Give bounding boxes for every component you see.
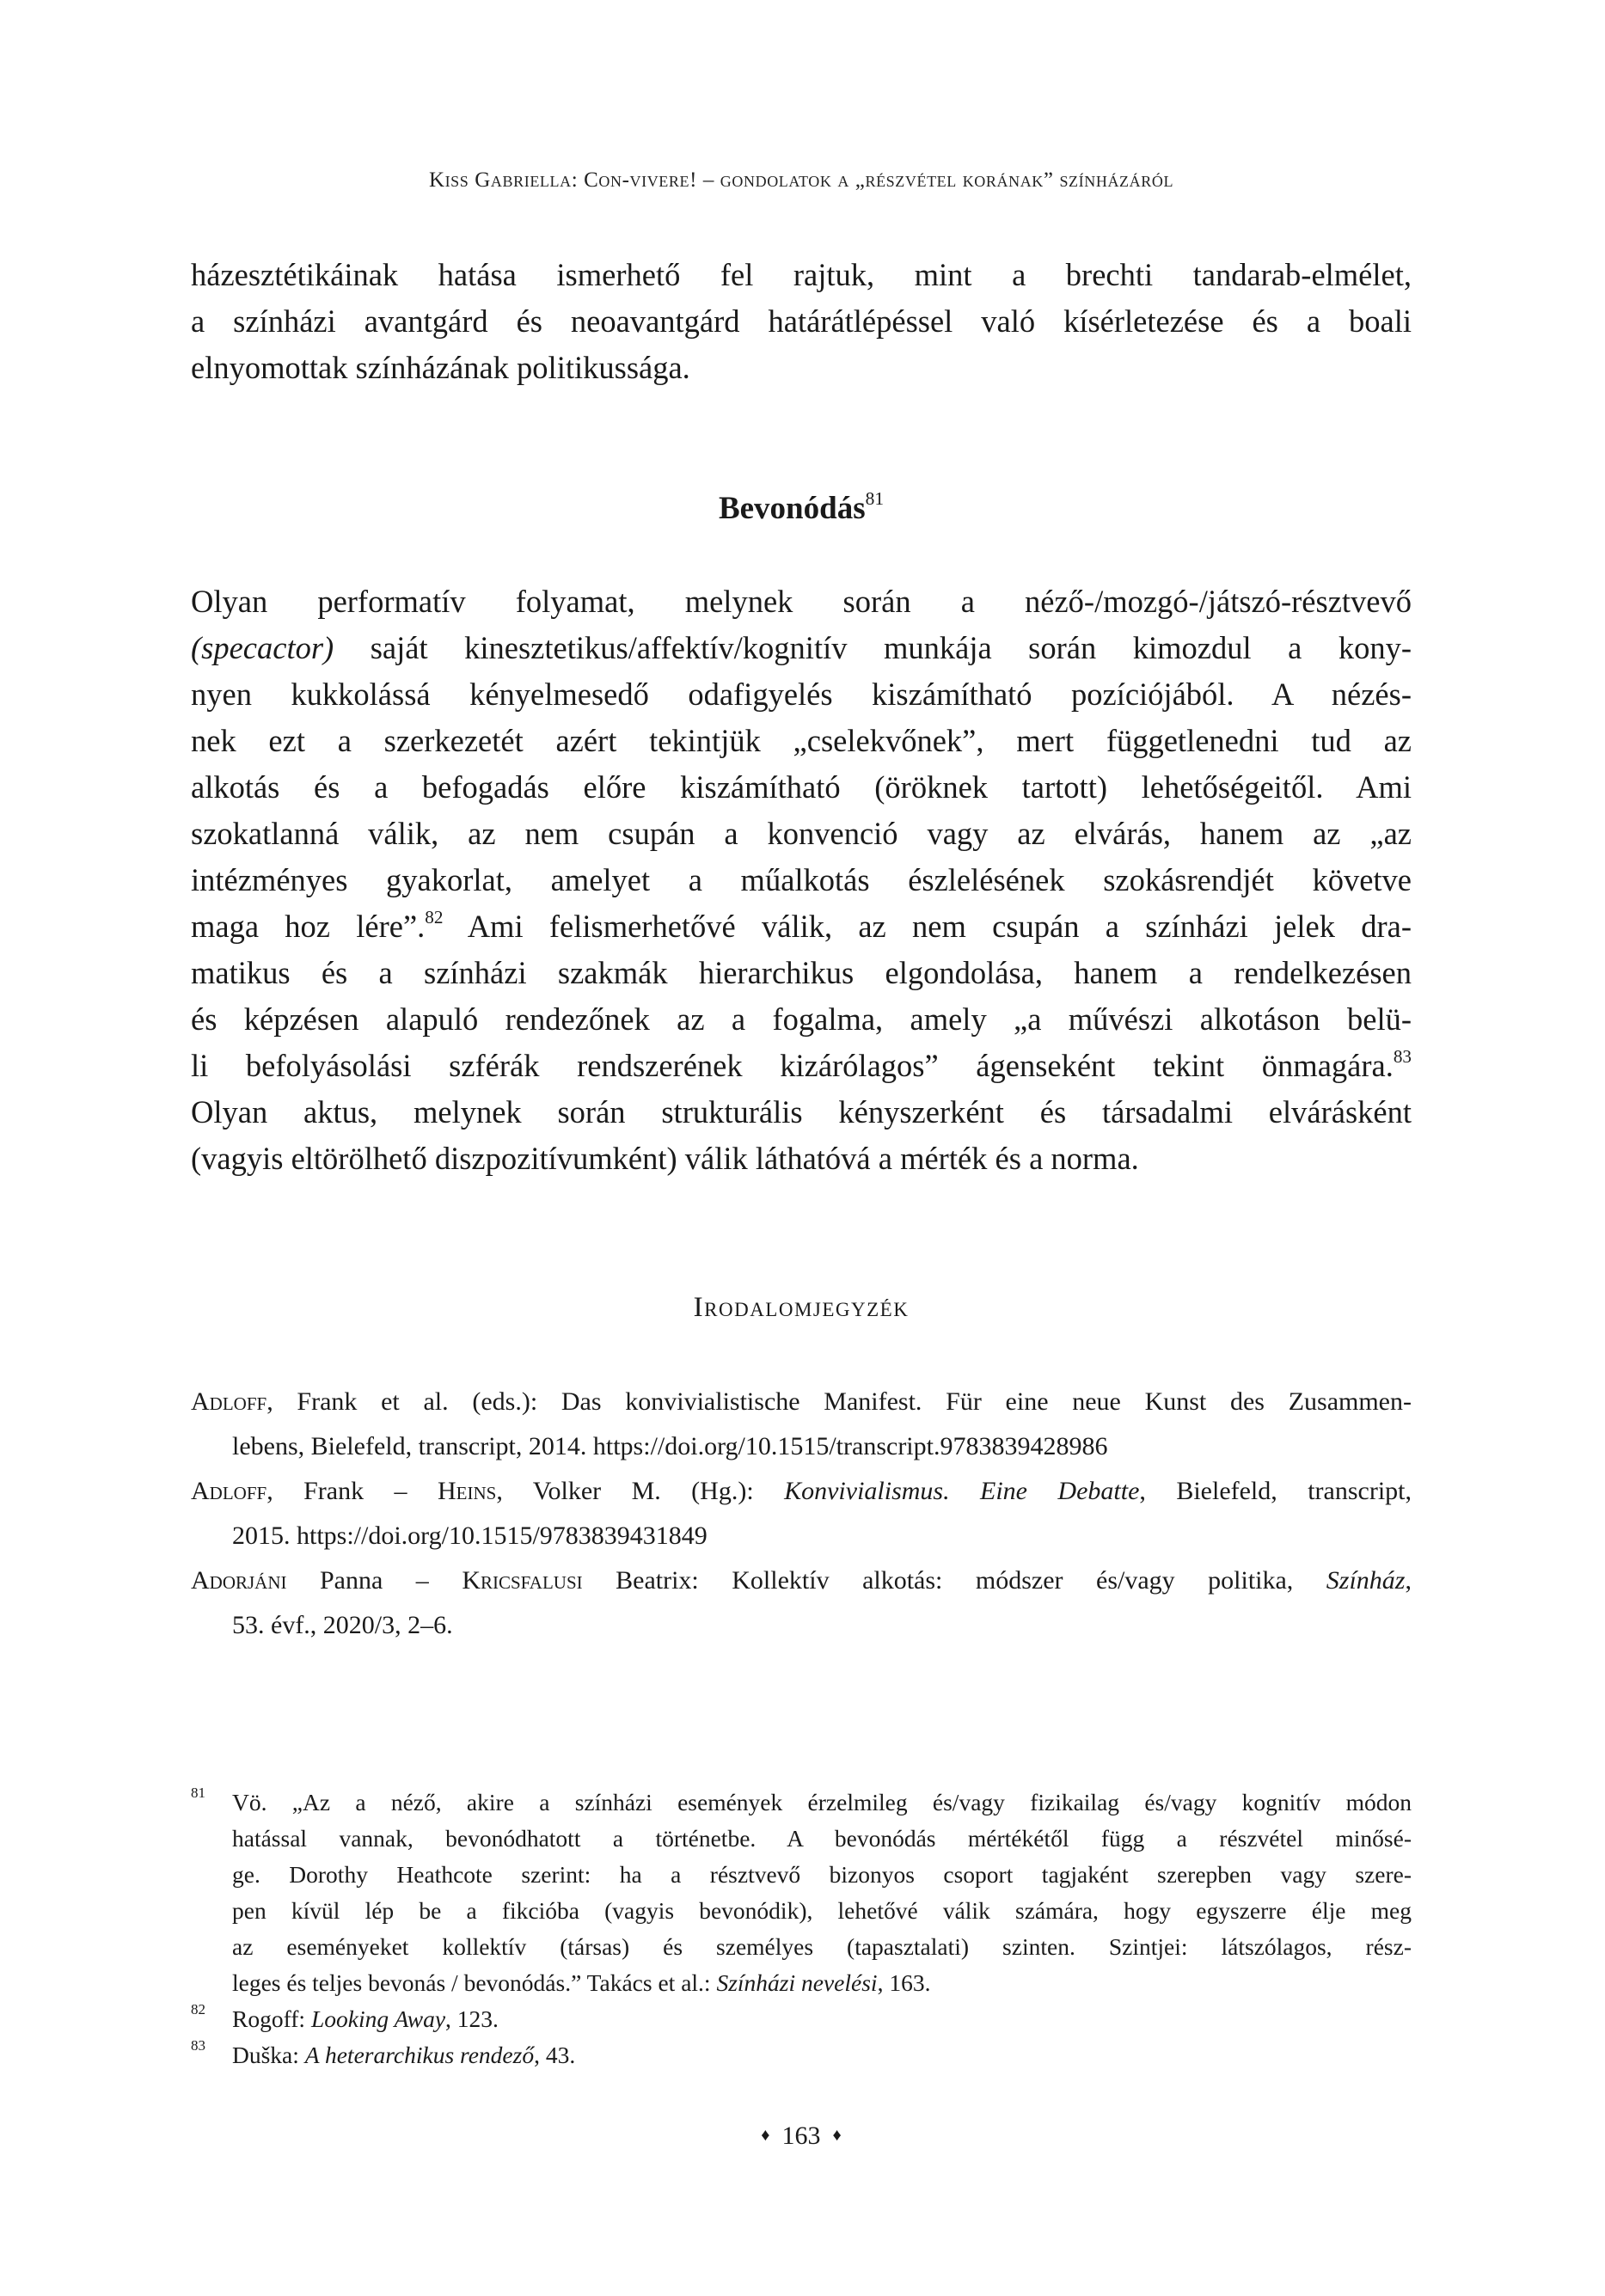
- body-line: matikus és a színházi szakmák hierarchikus elgondolása, hanem a rendelkezésen: [191, 955, 1412, 990]
- section-heading: [191, 487, 1412, 527]
- body-line: házesztétikáinak hatása ismerhető fel rajtuk, mint a brechti tandarab-elmélet,: [191, 257, 1412, 292]
- body-line: a színházi avantgárd és neoavantgárd határátlépéssel való kísérletezése és a boali: [191, 303, 1412, 339]
- body-text: maga hoz lére”.: [191, 909, 426, 944]
- author-name: Adorjáni: [191, 1566, 287, 1595]
- author-name: Kricsfalusi: [462, 1566, 583, 1595]
- body-line: [191, 1047, 1412, 1085]
- footnote-line: [232, 2005, 1412, 2034]
- body-line: és képzésen alapuló rendezőnek az a fogalma, amely „a művészi alkotáson belü-: [191, 1001, 1412, 1037]
- footnote-line: [232, 2041, 1412, 2070]
- footnote-line: pen kívül lép be a fikcióba (vagyis bevonódik), lehetővé válik számára, hogy egyszerre élje meg: [232, 1897, 1412, 1924]
- journal-title: Színház: [1326, 1566, 1406, 1595]
- body-line: Olyan aktus, melynek során strukturális kényszerként és társadalmi elvárásként: [191, 1094, 1412, 1130]
- body-line: (vagyis eltörölhető diszpozitívumként) válik láthatóvá a mérték és a norma.: [191, 1141, 1139, 1176]
- entry-text: , Volker M. (Hg.):: [496, 1477, 785, 1505]
- body-text: li befolyásolási szférák rendszerének kizárólagos” ágenseként tekint önmagára.: [191, 1048, 1394, 1083]
- footnote-text: , 123.: [445, 2005, 499, 2032]
- entry-text: ,: [1405, 1566, 1412, 1595]
- bibliography-entry: [191, 1475, 1412, 1508]
- author-name: Adloff: [191, 1477, 267, 1505]
- footnote-line: Vö. „Az a néző, akire a színházi események érzelmileg és/vagy fizikailag és/vagy kognitív módon: [232, 1789, 1412, 1815]
- body-line: intézményes gyakorlat, amelyet a műalkotás észlelésének szokásrendjét követve: [191, 862, 1412, 897]
- bibliography-entry: [191, 1386, 1412, 1418]
- body-line: alkotás és a befogadás előre kiszámítható (öröknek tartott) lehetőségeitől. Ami: [191, 769, 1412, 805]
- footnote-ref: 83: [1393, 1046, 1412, 1068]
- bibliography-entry: [191, 1564, 1412, 1597]
- footnote-number: 83: [191, 2037, 205, 2054]
- footnote-ref: 81: [865, 487, 885, 509]
- bibliography-title: Irodalomjegyzék: [693, 1292, 910, 1323]
- entry-text: , Frank –: [266, 1477, 438, 1505]
- author-name: Adloff: [191, 1387, 267, 1416]
- cited-title: A heterarchikus rendező: [304, 2042, 535, 2068]
- author-name: Heins: [437, 1477, 497, 1505]
- entry-text: Panna –: [286, 1566, 463, 1595]
- italic-term: (specactor): [191, 630, 334, 665]
- footnote-line: ge. Dorothy Heathcote szerint: ha a résztvevő bizonyos csoport tagjaként szerepben vagy szere-: [232, 1861, 1412, 1888]
- footnote-text: Duška:: [232, 2042, 305, 2068]
- body-text: Ami felismerhetővé válik, az nem csupán a színházi jelek dra-: [443, 909, 1412, 944]
- body-line: elnyomottak színházának politikussága.: [191, 350, 690, 385]
- section-title: Bevonódás: [718, 491, 866, 526]
- footnote-text: , 43.: [534, 2042, 576, 2068]
- entry-text: Beatrix: Kollektív alkotás: módszer és/vagy politika,: [582, 1566, 1326, 1595]
- body-line: [191, 908, 1412, 946]
- body-text: saját kinesztetikus/affektív/kognitív munkája során kimozdul a kony-: [334, 630, 1412, 665]
- bibliography-entry-continued: 2015. https://doi.org/10.1515/9783839431849: [232, 1521, 708, 1550]
- running-head: Kiss Gabriella: Con-vivere! – gondolatok a „részvétel korának” színházáról: [428, 168, 1174, 192]
- footnote-line: az eseményeket kollektív (társas) és személyes (tapasztalati) szinten. Szintjei: látszólagos, rész-: [232, 1933, 1412, 1960]
- cited-title: Looking Away: [310, 2005, 446, 2032]
- diamond-ornament-icon: ♦: [832, 2126, 842, 2145]
- entry-text: , Bielefeld, transcript,: [1139, 1477, 1412, 1505]
- diamond-ornament-icon: ♦: [761, 2126, 770, 2145]
- cited-title: Színházi nevelési: [716, 1969, 878, 1996]
- body-line: nek ezt a szerkezetét azért tekintjük „cselekvőnek”, mert függetlenedni tud az: [191, 723, 1412, 758]
- body-line: nyen kukkolássá kényelmesedő odafigyelés kiszámítható pozíciójából. A nézés-: [191, 677, 1412, 712]
- entry-text: , Frank et al. (eds.): Das konvivialistische Manifest. Für eine neue Kunst des Zusammen-: [266, 1387, 1412, 1416]
- footnote-line: [232, 1968, 1412, 1998]
- book-title: Konvivialismus. Eine Debatte: [784, 1477, 1140, 1505]
- footnote-number: 82: [191, 2001, 205, 2017]
- bibliography-entry-continued: lebens, Bielefeld, transcript, 2014. https://doi.org/10.1515/transcript.9783839428986: [232, 1432, 1108, 1460]
- body-line: szokatlanná válik, az nem csupán a konvenció vagy az elvárás, hanem az „az: [191, 816, 1412, 851]
- page-number-value: 163: [781, 2122, 821, 2150]
- footnote-ref: 82: [425, 907, 444, 928]
- footnote-text: , 163.: [877, 1969, 931, 1996]
- footnote-number: 81: [191, 1785, 205, 1801]
- footnote-line: hatással vannak, bevonódhatott a történetbe. A bevonódás mértékétől függ a részvétel minősé-: [232, 1825, 1412, 1852]
- footnote-text: leges és teljes bevonás / bevonódás.” Takács et al.:: [232, 1969, 717, 1996]
- page-number: [191, 2122, 1412, 2151]
- body-line: [191, 629, 1412, 667]
- body-line: Olyan performatív folyamat, melynek során a néző-/mozgó-/játszó-résztvevő: [191, 584, 1412, 619]
- bibliography-entry-continued: 53. évf., 2020/3, 2–6.: [232, 1611, 453, 1639]
- footnote-text: Rogoff:: [232, 2005, 311, 2032]
